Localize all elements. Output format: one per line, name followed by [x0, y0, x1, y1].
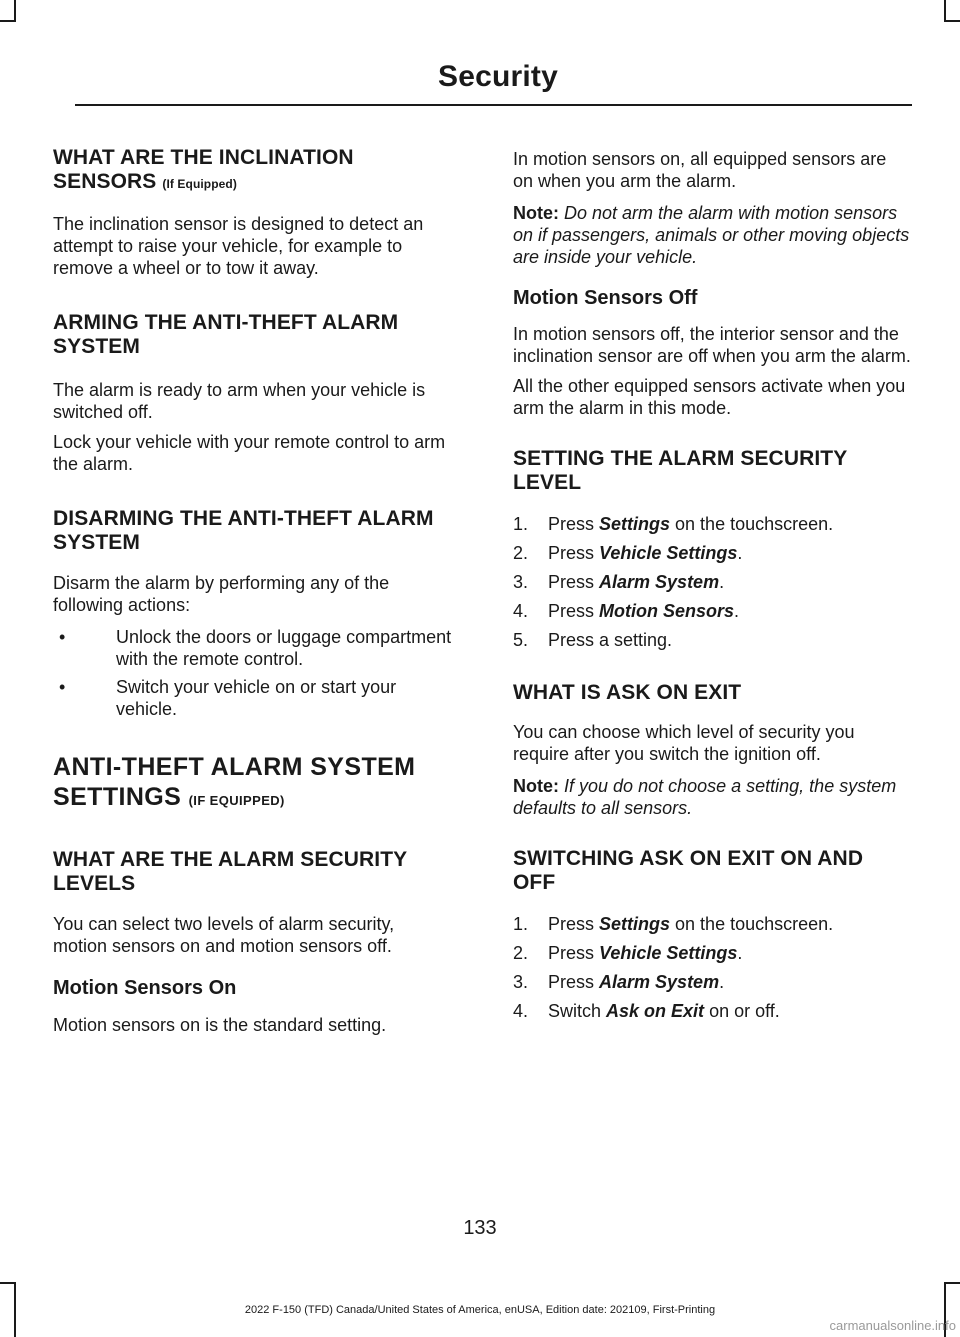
arming-paragraph-2: Lock your vehicle with your remote control to arm the alarm. [53, 432, 446, 474]
ask-on-exit-note [513, 775, 911, 819]
disarming-list [53, 626, 453, 720]
list-item: 5. Press a setting. [513, 630, 673, 650]
setting-level-heading: SETTING THE ALARM SECURITY LEVEL [513, 447, 847, 494]
list-item: 3. Press Alarm System. [513, 972, 725, 992]
list-item: 4. Switch Ask on Exit on or off. [513, 1001, 780, 1021]
bullet-glyph: • [59, 627, 66, 647]
settings-heading: ANTI-THEFT ALARM SYSTEM SETTINGS (IF EQUIPPED) [53, 753, 416, 811]
crop-mark [0, 20, 16, 22]
inclination-qualifier: (If Equipped) [162, 177, 237, 191]
settings-qualifier: (IF EQUIPPED) [188, 793, 285, 808]
disarming-intro: Disarm the alarm by performing any of the following actions: [53, 573, 390, 615]
motion-off-paragraph-2: All the other equipped sensors activate when you arm the alarm in this mode. [513, 376, 906, 418]
list-item: 1. Press Settings on the touchscreen. [513, 514, 834, 534]
crop-mark [944, 1282, 960, 1284]
left-column [53, 146, 453, 1036]
edition-footer: 2022 F-150 (TFD) Canada/United States of America, enUSA, Edition date: 202109, First-Printing [244, 1304, 716, 1316]
arming-paragraph-1: The alarm is ready to arm when your vehicle is switched off. [53, 380, 426, 422]
motion-on-note [513, 202, 911, 268]
page-section-title: Security [438, 60, 558, 93]
bullet-glyph: • [59, 677, 66, 697]
crop-mark [0, 1282, 16, 1284]
inclination-body: The inclination sensor is designed to detect an attempt to raise your vehicle, for example to remove a wheel or to tow it away. [53, 214, 424, 278]
list-item: 2. Press Vehicle Settings. [513, 543, 743, 563]
list-item: 1. Press Settings on the touchscreen. [513, 914, 834, 934]
crop-mark [944, 20, 960, 22]
list-item: 2. Press Vehicle Settings. [513, 943, 743, 963]
list-item: 4. Press Motion Sensors. [513, 601, 740, 621]
page-number: 133 [463, 1217, 497, 1239]
inclination-heading: WHAT ARE THE INCLINATION SENSORS (If Equipped) [53, 146, 354, 193]
list-item: • Unlock the doors or luggage compartment with the remote control. [59, 627, 452, 669]
crop-mark [944, 0, 946, 22]
motion-off-paragraph-1: In motion sensors off, the interior sensor and the inclination sensor are off when you arm the alarm. [513, 324, 911, 366]
disarming-heading: DISARMING THE ANTI-THEFT ALARM SYSTEM [53, 507, 434, 554]
switching-steps [513, 913, 911, 1022]
list-item: • Switch your vehicle on or start your vehicle. [59, 677, 397, 719]
levels-body: You can select two levels of alarm security, motion sensors on and motion sensors off. [53, 914, 395, 956]
header-divider [75, 104, 912, 106]
motion-on-continued: In motion sensors on, all equipped sensors are on when you arm the alarm. [513, 149, 887, 191]
ask-on-exit-heading: WHAT IS ASK ON EXIT [513, 681, 742, 704]
motion-off-heading: Motion Sensors Off [513, 287, 698, 309]
ask-on-exit-body: You can choose which level of security you require after you switch the ignition off. [513, 722, 855, 764]
watermark: carmanualsonline.info [829, 1318, 956, 1333]
note-label: Note: [513, 203, 559, 223]
note-text: If you do not choose a setting, the system defaults to all sensors. [513, 776, 897, 818]
levels-heading: WHAT ARE THE ALARM SECURITY LEVELS [53, 848, 407, 895]
arming-heading: ARMING THE ANTI-THEFT ALARM SYSTEM [53, 311, 399, 358]
motion-on-body: Motion sensors on is the standard setting. [53, 1015, 387, 1035]
note-text: Do not arm the alarm with motion sensors on if passengers, animals or other moving objects are inside your vehicle. [513, 203, 910, 267]
crop-mark [14, 0, 16, 22]
list-item: 3. Press Alarm System. [513, 572, 725, 592]
switching-heading: SWITCHING ASK ON EXIT ON AND OFF [513, 847, 864, 894]
right-column [513, 146, 911, 1022]
motion-on-heading: Motion Sensors On [53, 977, 237, 999]
note-label: Note: [513, 776, 559, 796]
setting-level-steps [513, 513, 911, 651]
